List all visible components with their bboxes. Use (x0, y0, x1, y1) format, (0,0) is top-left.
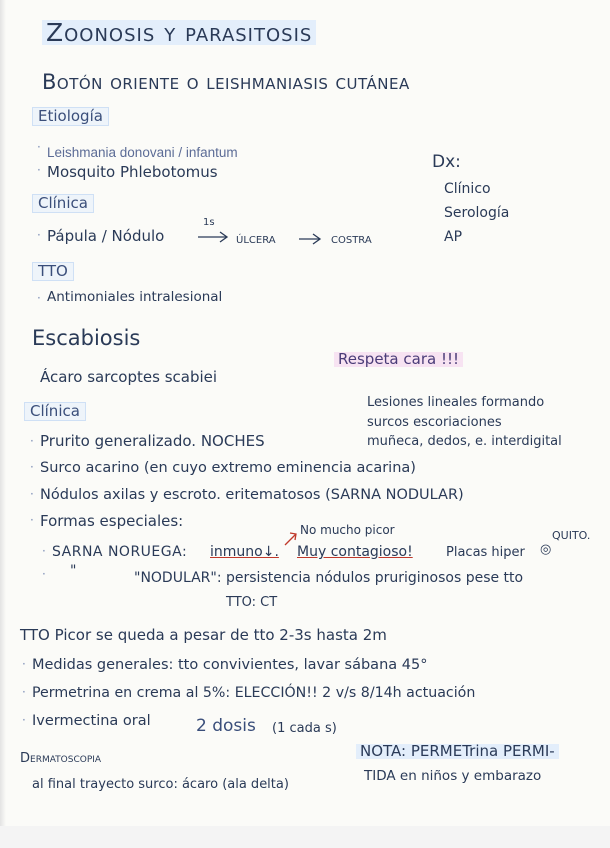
lesiones-line-2: surcos escoriaciones (367, 415, 502, 430)
bullet-dot: · (37, 140, 41, 154)
ivermectina-detail: (1 cada s) (272, 721, 337, 736)
dx-item-clinico: Clínico (444, 181, 491, 197)
etiologia-item-2: Mosquito Phlebotomus (47, 163, 218, 181)
tto-medidas-generales: Medidas generales: tto convivientes, lavar sábana 45° (32, 657, 428, 673)
ivermectina-dosis: 2 dosis (196, 716, 256, 736)
label-tto-boton: TTO (32, 262, 74, 281)
bullet-dot: · (22, 657, 26, 671)
escabiosis-agente: Ácaro sarcoptes scabiei (40, 368, 218, 386)
clinica-item-prurito: Prurito generalizado. NOCHES (40, 432, 265, 450)
clinica-item-surco: Surco acarino (en cuyo extremo eminencia acarina) (40, 460, 416, 476)
tto-permetrina: Permetrina en crema al 5%: ELECCIÓN!! 2 v/s 8/14h actuación (32, 685, 476, 701)
clinica-ulcera: úlcera (236, 231, 276, 247)
bullet-dot: · (37, 228, 41, 242)
bullet-dot: · (37, 291, 41, 305)
nodular-text: persistencia nódulos pruriginosos pese tto (226, 570, 524, 586)
arrow-note-1s: 1s (203, 217, 215, 228)
sarna-noruega-label: SARNA NORUEGA: (52, 544, 188, 560)
clinica-item-formas: Formas especiales: (40, 512, 184, 530)
dx-label: Dx: (432, 152, 461, 172)
page-shadow-bottom (0, 826, 610, 848)
lesiones-line-3: muñeca, dedos, e. interdigital (367, 434, 562, 449)
arrow-right-icon (297, 232, 325, 246)
sarna-noruega-inmuno: inmuno↓. (210, 544, 279, 560)
bullet-dot: · (22, 685, 26, 699)
bullet-dot: · (37, 163, 41, 177)
respeta-cara-note: Respeta cara !!! (334, 352, 463, 367)
bullet-dot: · (30, 487, 34, 501)
nodular-tto: TTO: CT (226, 595, 278, 610)
arrow-right-icon (196, 230, 232, 244)
clinica-costra: costra (331, 231, 372, 247)
tto-ivermectina: Ivermectina oral (32, 713, 151, 729)
nota-line-1: NOTA: PERMETrina PERMI- (356, 744, 559, 759)
bullet-dot: · (42, 544, 46, 558)
nota-line-2: TIDA en niños y embarazo (364, 768, 542, 784)
label-etiologia: Etiología (32, 107, 109, 126)
etiologia-item-1: Leishmania donovani / infantum (47, 145, 238, 160)
sarna-noruega-superscript: QUITO. (552, 529, 591, 542)
lesiones-line-1: Lesiones lineales formando (367, 395, 545, 410)
bullet-dot: · (30, 513, 34, 527)
dx-item-serologia: Serología (444, 205, 510, 221)
escabiosis-tto-line: TTO Picor se queda a pesar de tto 2-3s hasta 2m (20, 626, 387, 644)
label-clinica-escabiosis: Clínica (24, 402, 86, 421)
page-shadow-left (0, 0, 6, 848)
ditto-mark: " (70, 563, 77, 579)
section-heading-escabiosis: Escabiosis (32, 326, 141, 350)
clinica-papula-nodulo: Pápula / Nódulo (47, 227, 165, 245)
sarna-noruega-circle-icon: ◎ (540, 542, 552, 557)
sarna-noruega-placas: Placas hiper (446, 545, 525, 560)
clinica-item-nodulos: Nódulos axilas y escroto. eritematosos (SARNA NODULAR) (40, 487, 464, 503)
note-no-mucho-picor: No mucho picor (300, 523, 395, 537)
tto-antimoniales: Antimoniales intralesional (47, 289, 223, 305)
page-title: Zoonosis y parasitosis (42, 20, 316, 45)
bullet-dot: · (30, 460, 34, 474)
dx-item-ap: AP (444, 229, 463, 245)
label-clinica-boton: Clínica (32, 194, 94, 213)
section-heading-boton-oriente: Botón oriente o leishmaniasis cutánea (42, 70, 410, 94)
nodular-label: "NODULAR": (134, 570, 222, 586)
bullet-dot: · (22, 713, 26, 727)
sarna-noruega-contagioso: Muy contagioso! (297, 544, 413, 560)
dermatoscopia-label: Dermatoscopia (20, 751, 102, 766)
dermatoscopia-text: al final trayecto surco: ácaro (ala delta) (32, 777, 289, 792)
bullet-dot: · (30, 434, 34, 448)
bullet-dot: · (42, 567, 46, 581)
